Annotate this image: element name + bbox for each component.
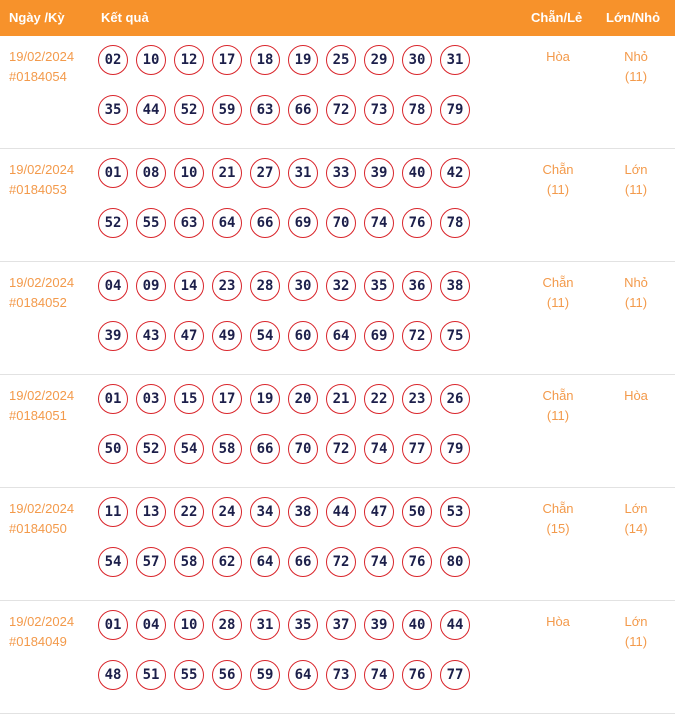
even-odd-count: (15) [546,521,570,536]
number-ball: 55 [174,660,204,690]
result-numbers [98,158,478,238]
table-row [0,601,675,714]
number-ball: 75 [440,321,470,351]
number-ball: 73 [326,660,356,690]
number-ball: 09 [136,271,166,301]
number-ball: 74 [364,208,394,238]
even-odd-label: Chẵn [542,162,574,177]
result-numbers [98,610,478,690]
table-row [0,36,675,149]
table-row [0,149,675,262]
number-ball: 56 [212,660,242,690]
big-small-result [606,386,666,406]
number-ball: 29 [364,45,394,75]
big-small-label: Lớn [624,162,648,177]
number-ball: 64 [250,547,280,577]
number-ball: 27 [250,158,280,188]
number-ball: 54 [174,434,204,464]
number-ball: 44 [326,497,356,527]
number-ball: 70 [288,434,318,464]
number-ball: 53 [440,497,470,527]
big-small-label: Lớn [624,501,648,516]
header-even-odd: Chẵn/Lẻ [531,10,583,25]
number-ball: 77 [402,434,432,464]
draw-id: #0184053 [9,182,67,197]
number-ball: 66 [250,208,280,238]
big-small-result [606,612,666,652]
even-odd-result [528,386,588,426]
number-ball: 35 [364,271,394,301]
number-ball: 10 [136,45,166,75]
number-ball: 57 [136,547,166,577]
number-ball: 74 [364,434,394,464]
big-small-count: (14) [624,521,648,536]
draw-date-period [9,612,74,652]
number-ball: 01 [98,158,128,188]
even-odd-label: Chẵn [542,388,574,403]
number-ball: 38 [440,271,470,301]
even-odd-label: Hòa [546,614,570,629]
number-ball: 11 [98,497,128,527]
number-ball: 24 [212,497,242,527]
number-ball: 58 [212,434,242,464]
number-ball: 30 [402,45,432,75]
number-ball: 31 [250,610,280,640]
draw-id: #0184049 [9,634,67,649]
number-ball: 50 [402,497,432,527]
number-ball: 12 [174,45,204,75]
number-ball: 40 [402,610,432,640]
number-ball: 38 [288,497,318,527]
number-ball: 21 [212,158,242,188]
draw-date-period [9,273,74,313]
number-ball: 59 [250,660,280,690]
number-ball: 62 [212,547,242,577]
draw-date: 19/02/2024 [9,49,75,64]
big-small-result [606,47,666,87]
number-ball: 15 [174,384,204,414]
table-row [0,262,675,375]
number-ball: 66 [288,95,318,125]
number-ball: 49 [212,321,242,351]
number-ball: 21 [326,384,356,414]
number-ball: 35 [288,610,318,640]
number-ball: 52 [98,208,128,238]
number-ball: 28 [212,610,242,640]
table-body [0,36,675,714]
number-ball: 64 [212,208,242,238]
number-ball: 44 [136,95,166,125]
big-small-count: (11) [624,69,648,84]
number-ball: 20 [288,384,318,414]
number-ball: 63 [174,208,204,238]
number-ball: 25 [326,45,356,75]
number-ball: 26 [440,384,470,414]
table-row [0,375,675,488]
draw-date-period [9,386,74,426]
number-ball: 52 [136,434,166,464]
even-odd-label: Hòa [546,49,570,64]
even-odd-label: Chẵn [542,501,574,516]
number-ball: 54 [98,547,128,577]
even-odd-result [528,612,588,632]
big-small-count: (11) [624,634,648,649]
number-ball: 19 [250,384,280,414]
draw-date: 19/02/2024 [9,614,75,629]
number-ball: 72 [326,95,356,125]
even-odd-result [528,499,588,539]
draw-id: #0184051 [9,408,67,423]
number-ball: 03 [136,384,166,414]
number-ball: 69 [288,208,318,238]
number-ball: 32 [326,271,356,301]
number-ball: 31 [288,158,318,188]
number-ball: 48 [98,660,128,690]
result-numbers [98,497,478,577]
number-ball: 01 [98,610,128,640]
number-ball: 78 [440,208,470,238]
number-ball: 17 [212,384,242,414]
number-ball: 47 [364,497,394,527]
draw-date: 19/02/2024 [9,162,75,177]
big-small-result [606,273,666,313]
number-ball: 63 [250,95,280,125]
number-ball: 10 [174,158,204,188]
number-ball: 76 [402,547,432,577]
draw-date: 19/02/2024 [9,275,75,290]
big-small-result [606,160,666,200]
number-ball: 35 [98,95,128,125]
big-small-label: Hòa [624,388,648,403]
table-row [0,488,675,601]
number-ball: 69 [364,321,394,351]
number-ball: 40 [402,158,432,188]
big-small-label: Lớn [624,614,648,629]
big-small-count: (11) [624,295,648,310]
even-odd-result [528,160,588,200]
number-ball: 19 [288,45,318,75]
number-ball: 34 [250,497,280,527]
number-ball: 72 [402,321,432,351]
number-ball: 37 [326,610,356,640]
number-ball: 28 [250,271,280,301]
number-ball: 43 [136,321,166,351]
number-ball: 44 [440,610,470,640]
big-small-count: (11) [624,182,648,197]
number-ball: 23 [212,271,242,301]
number-ball: 13 [136,497,166,527]
number-ball: 23 [402,384,432,414]
number-ball: 72 [326,547,356,577]
draw-id: #0184054 [9,69,67,84]
number-ball: 66 [250,434,280,464]
number-ball: 78 [402,95,432,125]
even-odd-count: (11) [546,408,570,423]
number-ball: 51 [136,660,166,690]
number-ball: 39 [364,610,394,640]
number-ball: 33 [326,158,356,188]
header-result: Kết quả [101,10,149,25]
number-ball: 64 [288,660,318,690]
number-ball: 36 [402,271,432,301]
number-ball: 76 [402,660,432,690]
number-ball: 22 [364,384,394,414]
header-date-period: Ngày /Kỳ [9,10,65,25]
draw-date-period [9,47,74,87]
number-ball: 76 [402,208,432,238]
number-ball: 64 [326,321,356,351]
number-ball: 60 [288,321,318,351]
number-ball: 17 [212,45,242,75]
number-ball: 66 [288,547,318,577]
number-ball: 77 [440,660,470,690]
result-numbers [98,45,478,125]
draw-id: #0184052 [9,295,67,310]
even-odd-result [528,47,588,67]
number-ball: 74 [364,547,394,577]
number-ball: 73 [364,95,394,125]
number-ball: 10 [174,610,204,640]
number-ball: 39 [98,321,128,351]
number-ball: 47 [174,321,204,351]
even-odd-count: (11) [546,295,570,310]
number-ball: 54 [250,321,280,351]
draw-date: 19/02/2024 [9,501,75,516]
draw-date-period [9,499,74,539]
draw-date: 19/02/2024 [9,388,75,403]
draw-id: #0184050 [9,521,67,536]
big-small-label: Nhỏ [624,49,648,64]
number-ball: 04 [98,271,128,301]
big-small-result [606,499,666,539]
number-ball: 14 [174,271,204,301]
number-ball: 08 [136,158,166,188]
even-odd-label: Chẵn [542,275,574,290]
number-ball: 74 [364,660,394,690]
number-ball: 80 [440,547,470,577]
table-header [0,0,675,36]
number-ball: 79 [440,434,470,464]
result-numbers [98,271,478,351]
number-ball: 01 [98,384,128,414]
number-ball: 22 [174,497,204,527]
even-odd-result [528,273,588,313]
number-ball: 39 [364,158,394,188]
number-ball: 72 [326,434,356,464]
number-ball: 30 [288,271,318,301]
number-ball: 42 [440,158,470,188]
draw-date-period [9,160,74,200]
header-big-small: Lớn/Nhỏ [606,10,661,25]
number-ball: 52 [174,95,204,125]
number-ball: 59 [212,95,242,125]
big-small-label: Nhỏ [624,275,648,290]
number-ball: 04 [136,610,166,640]
number-ball: 50 [98,434,128,464]
even-odd-count: (11) [546,182,570,197]
number-ball: 02 [98,45,128,75]
number-ball: 58 [174,547,204,577]
number-ball: 31 [440,45,470,75]
number-ball: 55 [136,208,166,238]
result-numbers [98,384,478,464]
number-ball: 18 [250,45,280,75]
number-ball: 70 [326,208,356,238]
number-ball: 79 [440,95,470,125]
